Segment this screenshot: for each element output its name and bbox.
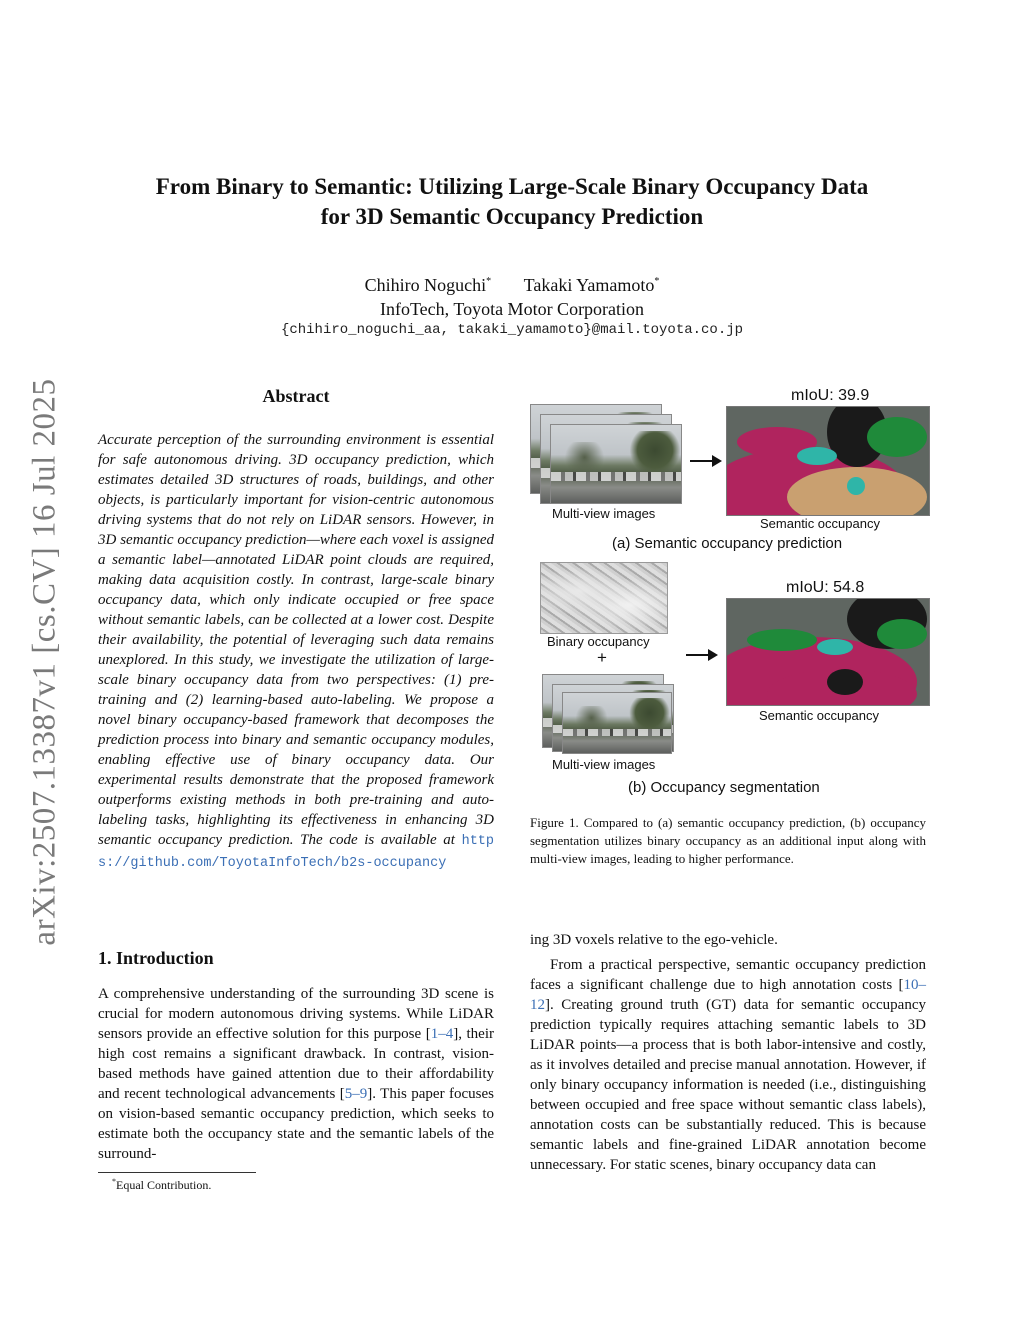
authors-block	[100, 270, 924, 321]
arrow-right-icon	[690, 460, 720, 462]
multiview-image-front	[562, 692, 672, 754]
footnote	[112, 1177, 211, 1193]
arrow-right-icon	[686, 654, 716, 656]
right-text-a: From a practical perspective, semantic occupancy prediction faces a significant challenge due to high annotation costs [	[530, 957, 926, 993]
code-link[interactable]: https://github.com/ToyotaInfoTech/b2s-occupancy	[98, 834, 494, 871]
subcaption-a: (a) Semantic occupancy prediction	[612, 535, 843, 552]
multiview-a-label: Multi-view images	[552, 506, 656, 521]
right-paragraph-0: ing 3D voxels relative to the ego-vehicle.	[530, 932, 778, 948]
author-2-name: Takaki Yamamoto	[523, 275, 655, 295]
footnote-text: Equal Contribution.	[116, 1178, 212, 1192]
semantic-a-label: Semantic occupancy	[760, 516, 880, 531]
miou-a-label: mIoU: 39.9	[791, 387, 870, 404]
affiliation: InfoTech, Toyota Motor Corporation	[379, 299, 645, 319]
title-line-2: for 3D Semantic Occupancy Prediction	[320, 204, 704, 229]
paper-title	[100, 172, 924, 232]
multiview-image-front	[550, 424, 682, 504]
intro-body	[98, 984, 494, 1164]
figure-caption: Figure 1. Compared to (a) semantic occupancy prediction, (b) occupancy segmentation utilizes binary occupancy as an additional input along with multi-view images, leading to higher performance.	[530, 815, 926, 866]
plus-sign: +	[597, 648, 607, 667]
footnote-rule	[98, 1172, 256, 1173]
author-1-name: Chihiro Noguchi	[364, 275, 487, 295]
arxiv-stamp: arXiv:2507.13387v1 [cs.CV] 16 Jul 2025	[26, 378, 63, 946]
intro-text-c: ]. This paper focuses on vision-based semantic occupancy prediction, which seeks to estimate both the occupancy state and the semantic labels of the surround-	[98, 1086, 494, 1162]
author-1	[365, 275, 492, 295]
binary-occupancy-image	[540, 562, 668, 634]
subcaption-b: (b) Occupancy segmentation	[628, 779, 820, 796]
author-2	[524, 275, 660, 295]
author-emails: {chihiro_noguchi_aa, takaki_yamamoto}@mail.toyota.co.jp	[280, 322, 744, 338]
binary-occupancy-label: Binary occupancy	[547, 634, 650, 649]
abstract-text: Accurate perception of the surrounding environment is essential for safe autonomous driving. 3D occupancy prediction, which estimates detailed 3D structures of roads, buildings, and other objects, is particularly important for vision-centric autonomous driving systems that do not rely on LiDAR sensors. However, in 3D semantic occupancy prediction—where each voxel is assigned a semantic label—annotated LiDAR point clouds are required, making data acquisition costly. In contrast, large-scale binary occupancy data, which only indicate occupied or free space without semantic labels, can be collected at a lower cost. Despite their availability, the potential of leveraging such data remains unexplored. In this study, we investigate the utilization of large-scale binary occupancy data from two perspectives: (1) pre-training and (2) learning-based auto-labeling. We propose a novel binary occupancy-based framework that decomposes the prediction process into binary and semantic occupancy modules, enabling effective use of binary occupancy data. Our experimental results demonstrate that the proposed framework outperforms existing methods in both pre-training and auto-labeling tasks, highlighting its effectiveness in enhancing 3D semantic occupancy prediction. The code is available at	[98, 432, 494, 848]
author-names	[100, 270, 924, 297]
right-column-body	[530, 930, 926, 1175]
abstract-body	[98, 430, 494, 874]
footnote-mark: *	[112, 1177, 116, 1186]
abstract-heading: Abstract	[262, 386, 330, 406]
intro-text-a: A comprehensive understanding of the surrounding 3D scene is crucial for modern autonomous driving systems. While LiDAR sensors provide an effective solution for this purpose [	[98, 986, 494, 1042]
right-text-b: ]. Creating ground truth (GT) data for semantic occupancy prediction typically requires attaching semantic labels to 3D LiDAR points—a process that is both labor-intensive and costly, as it involves detailed and precise manual annotation. However, if only binary occupancy information is needed (i.e., distinguishing between occupied and free space without semantic class labels), annotation costs can be substantially reduced. This is because semantic labels and fine-grained LiDAR annotation become unnecessary. For static scenes, binary occupancy data can	[530, 997, 926, 1173]
figure-1	[528, 382, 928, 802]
author-1-mark: *	[486, 276, 492, 287]
semantic-occupancy-b	[726, 598, 930, 706]
miou-b-label: mIoU: 54.8	[786, 579, 865, 596]
citation-link[interactable]: 1–4	[430, 1026, 454, 1042]
semantic-occupancy-a	[726, 406, 930, 516]
multiview-b-label: Multi-view images	[552, 757, 656, 772]
title-line-1: From Binary to Semantic: Utilizing Large-Scale Binary Occupancy Data	[155, 174, 869, 199]
intro-heading: 1. Introduction	[98, 948, 214, 968]
author-2-mark: *	[654, 276, 660, 287]
citation-link[interactable]: 10–12	[530, 977, 926, 1013]
semantic-b-label: Semantic occupancy	[759, 708, 879, 723]
right-paragraph-1	[530, 955, 926, 1175]
intro-text-b: ], their high cost remains a significant drawback. In contrast, vision-based methods have gained attention due to their affordability and recent technological advancements [	[98, 1026, 495, 1102]
citation-link[interactable]: 5–9	[344, 1086, 368, 1102]
